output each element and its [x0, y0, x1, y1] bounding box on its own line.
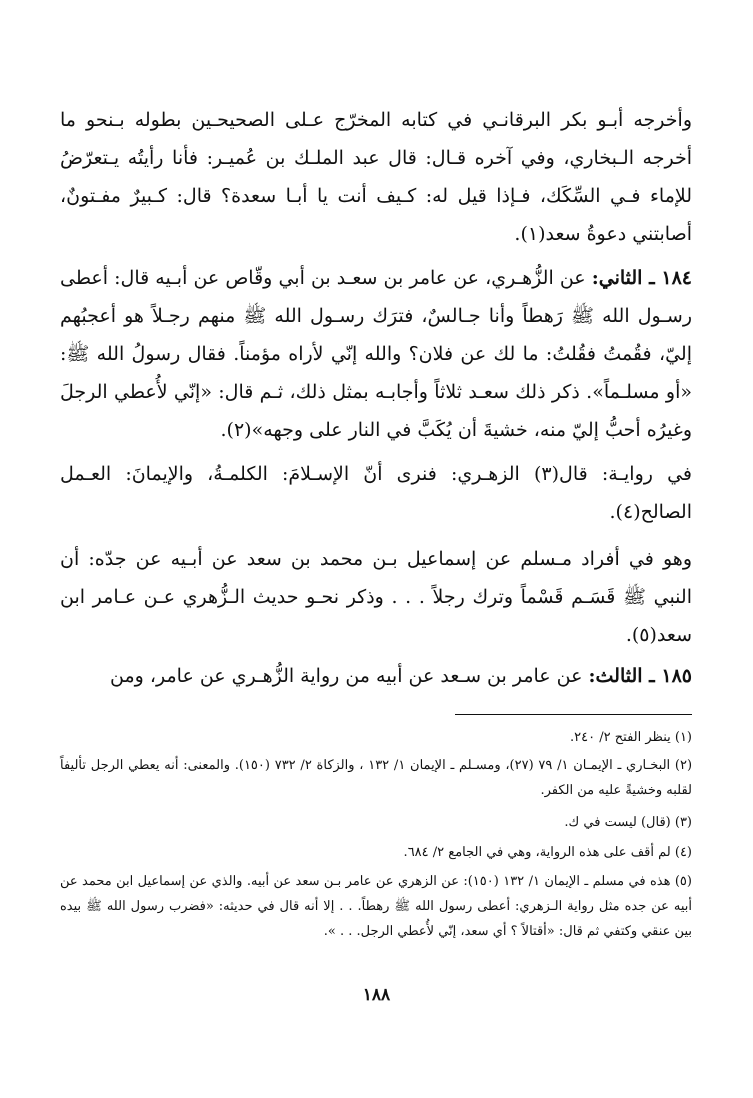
page-number: ١٨٨ [362, 985, 391, 1005]
paragraph-riwaya: في روايـة: قال(٣) الزهـري: فنرى أنّ الإسـلامَ: الكلمـةُ، والإيمانَ: العـمل الصالح(٤). [60, 463, 692, 523]
footnote-1: (١) ينظر الفتح ٢/ ٢٤٠. [570, 730, 692, 745]
footnote-5: (٥) هذه في مسلم ـ الإيمان ١/ ١٣٢ (١٥٠): عن الزهري عن عامر بـن سعد عن أبيه. والذي عن إسماعيل ابن محمد عن أبيه عن جده مثل رواية الـزهري: أعطى رسول الله ﷺ رهطاً. . . إلا أنه قال في حديثه: «فضرب رسول الله ﷺ بيده بين عنقي وكتفي ثم قال: «أقتالاً ؟ أي سعد، إنّي لأُعطي الرجل. . . ». [60, 874, 692, 939]
hadith-number-184: ١٨٤ ـ الثاني: [591, 267, 692, 289]
paragraph-afrad-muslim: وهو في أفراد مـسلم عن إسماعيل بـن محمد بن سعد عن أبـيه عن جدّه: أن النبي ﷺ قَسَـم قَسْماً وترك رجلاً . . . وذكر نحـو حديث الـزُّهري عـن عـامر ابن سعد(٥). [60, 548, 692, 646]
hadith-text-184: عن الزُّهـري، عن عامر بن سعـد بن أبي وقّاص عن أبـيه قال: أعطى رسـول الله ﷺ رَهطاً وأنا جـالسٌ، فترَك رسـول الله ﷺ منهم رجـلاً هو أعجبُهم إليّ، فقُمتُ فقُلتُ: ما لك عن فلان؟ والله إنّي لأراه مؤمناً. فقال رسولُ الله ﷺ: «أو مسلـماً». ذكر ذلك سعـد ثلاثاً وأجابـه بمثل ذلك، ثـم قال: «إنّي لأُعطي الرجلَ وغيرُه أحبُّ إليّ منه، خشيةَ أن يُكَبَّ في النار على وجهه»(٢). [60, 267, 692, 441]
paragraph-1: وأخرجه أبـو بكر البرقانـي في كتابه المخرّج عـلى الصحيحـين بطوله بـنحو ما أخرجه الـبخاري، وفي آخره قـال: قال عبد الملـك بن عُميـر: فأنا رأيتُه يـتعرّضُ للإماء فـي السِّكَك، فـإذا قيل له: كـيف أنت يا أبـا سعدة؟ قال: كـبيرٌ مفـتونٌ، أصابتني دعوةُ سعد(١). [60, 109, 692, 245]
footnote-2: (٢) البخـاري ـ الإيمـان ١/ ٧٩ (٢٧)، ومسـلم ـ الإيمان ١/ ١٣٢ ، والزكاة ٢/ ٧٣٢ (١٥٠). والمعنى: أنه يعطي الرجل تأليفاً لقلبه وخشيةً عليه من الكفر. [60, 758, 693, 798]
hadith-text-185: عن عامر بن سـعد عن أبيه من رواية الزُّهـري عن عامر، ومن [110, 665, 583, 687]
paragraph-184 [60, 259, 692, 449]
footnote-4: (٤) لم أقف على هذه الرواية، وهي في الجامع ٢/ ٦٨٤. [403, 845, 692, 860]
footnote-separator [455, 714, 692, 715]
hadith-number-185: ١٨٥ ـ الثالث: [588, 665, 692, 687]
paragraph-185 [60, 657, 692, 695]
footnote-3: (٣) (قال) ليست في ك. [564, 815, 692, 830]
